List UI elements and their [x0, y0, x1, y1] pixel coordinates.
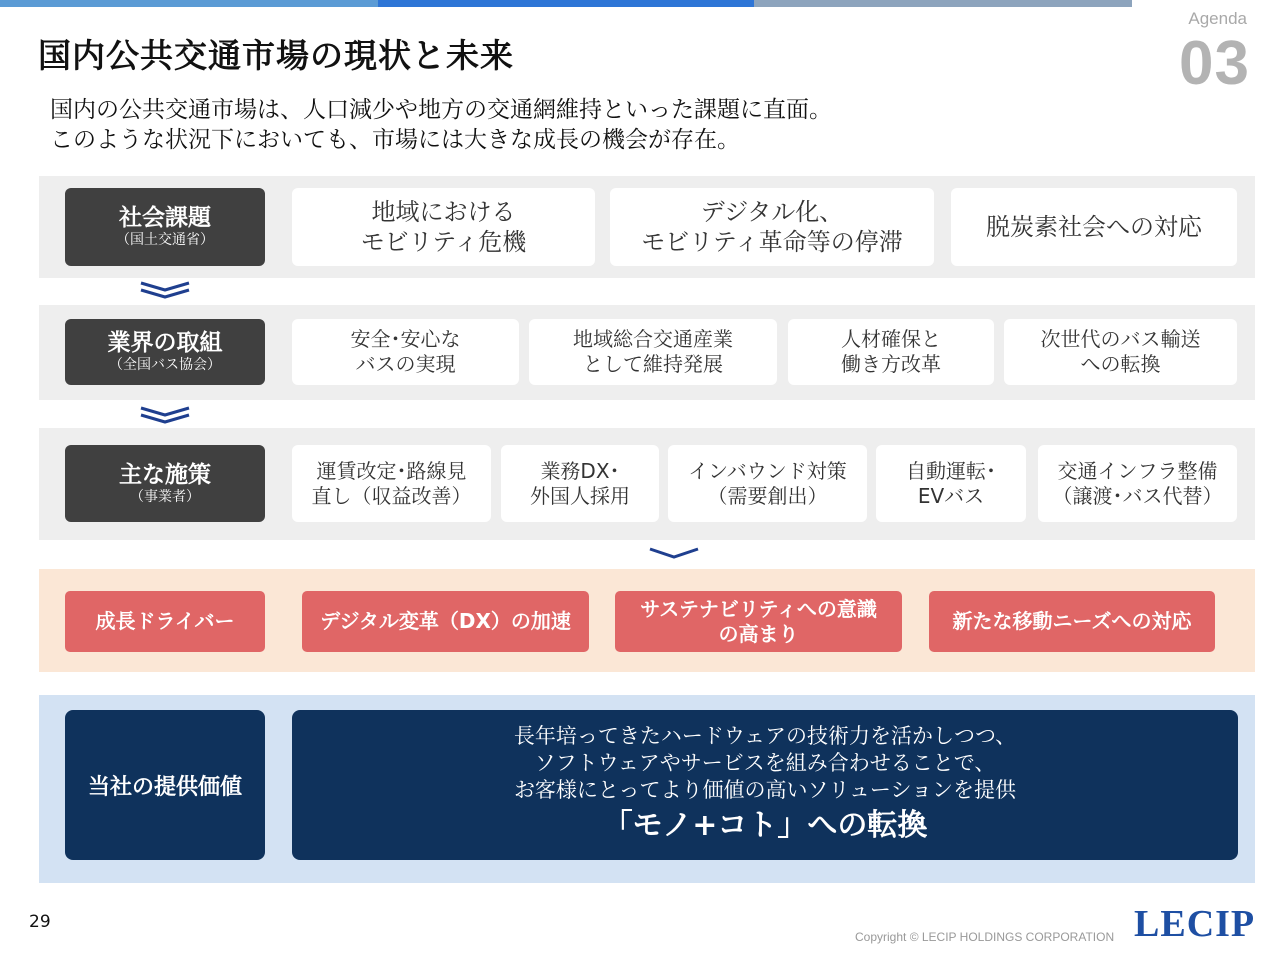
topbar-segment-3: [754, 0, 1132, 7]
social-issues-source: （国土交通省）: [116, 232, 214, 248]
measure-card: 業務DX･ 外国人採用: [501, 445, 659, 522]
value-line-2: ソフトウェアやサービスを組み合わせることで、: [534, 750, 996, 775]
measure-card: 運賃改定･路線見 直し（収益改善）: [292, 445, 491, 522]
measure-card: インバウンド対策 （需要創出）: [668, 445, 867, 522]
growth-driver-card: 新たな移動ニーズへの対応: [929, 591, 1215, 652]
value-statement: [292, 710, 1238, 860]
value-line-3: お客様にとってより価値の高いソリューションを提供: [513, 777, 1017, 802]
value-label: 当社の提供価値: [65, 710, 265, 860]
agenda-label: Agenda: [1188, 9, 1247, 28]
main-measures-label: [65, 445, 265, 522]
main-measures-title: 主な施策: [119, 461, 211, 488]
growth-driver-card: デジタル変革（DX）の加速: [302, 591, 589, 652]
industry-effort-card: 安全･安心な バスの実現: [292, 319, 519, 385]
measure-card: 交通インフラ整備 （譲渡･バス代替）: [1038, 445, 1237, 522]
double-chevron-down-icon: [139, 405, 191, 425]
industry-efforts-title: 業界の取組: [107, 330, 223, 356]
industry-efforts-source: （全国バス協会）: [109, 357, 221, 373]
main-measures-source: （事業者）: [130, 488, 200, 505]
growth-driver-card: サステナビリティへの意識 の高まり: [615, 591, 902, 652]
topbar-segment-1: [0, 0, 378, 7]
measure-card: 自動運転･ EVバス: [876, 445, 1026, 522]
social-issue-card: 地域における モビリティ危機: [292, 188, 595, 266]
industry-efforts-label: [65, 319, 265, 385]
page-number: 29: [29, 912, 51, 932]
lead-text: [50, 95, 832, 155]
chevron-down-icon: [648, 545, 700, 561]
double-chevron-down-icon: [139, 280, 191, 300]
lead-line-2: このような状況下においても、市場には大きな成長の機会が存在。: [50, 127, 740, 153]
industry-effort-card: 地域総合交通産業 として維持発展: [529, 319, 777, 385]
value-line-1: 長年培ってきたハードウェアの技術力を活かしつつ、: [513, 723, 1017, 748]
social-issues-label: [65, 188, 265, 266]
growth-drivers-label: 成長ドライバー: [65, 591, 265, 652]
lecip-logo: LECIP: [1134, 903, 1256, 945]
lead-line-1: 国内の公共交通市場は、人口減少や地方の交通網維持といった課題に直面。: [50, 97, 832, 123]
social-issue-card: デジタル化、 モビリティ革命等の停滞: [610, 188, 934, 266]
agenda-number: 03: [1179, 29, 1250, 98]
copyright: Copyright © LECIP HOLDINGS CORPORATION: [855, 930, 1115, 944]
industry-effort-card: 人材確保と 働き方改革: [788, 319, 994, 385]
industry-effort-card: 次世代のバス輸送 への転換: [1004, 319, 1237, 385]
top-color-bar: [0, 0, 1132, 7]
social-issue-card: 脱炭素社会への対応: [951, 188, 1237, 266]
social-issues-title: 社会課題: [119, 205, 211, 231]
page-title: 国内公共交通市場の現状と未来: [38, 36, 514, 75]
topbar-segment-2: [378, 0, 754, 7]
value-headline: 「モノ+コト」への転換: [602, 807, 928, 843]
